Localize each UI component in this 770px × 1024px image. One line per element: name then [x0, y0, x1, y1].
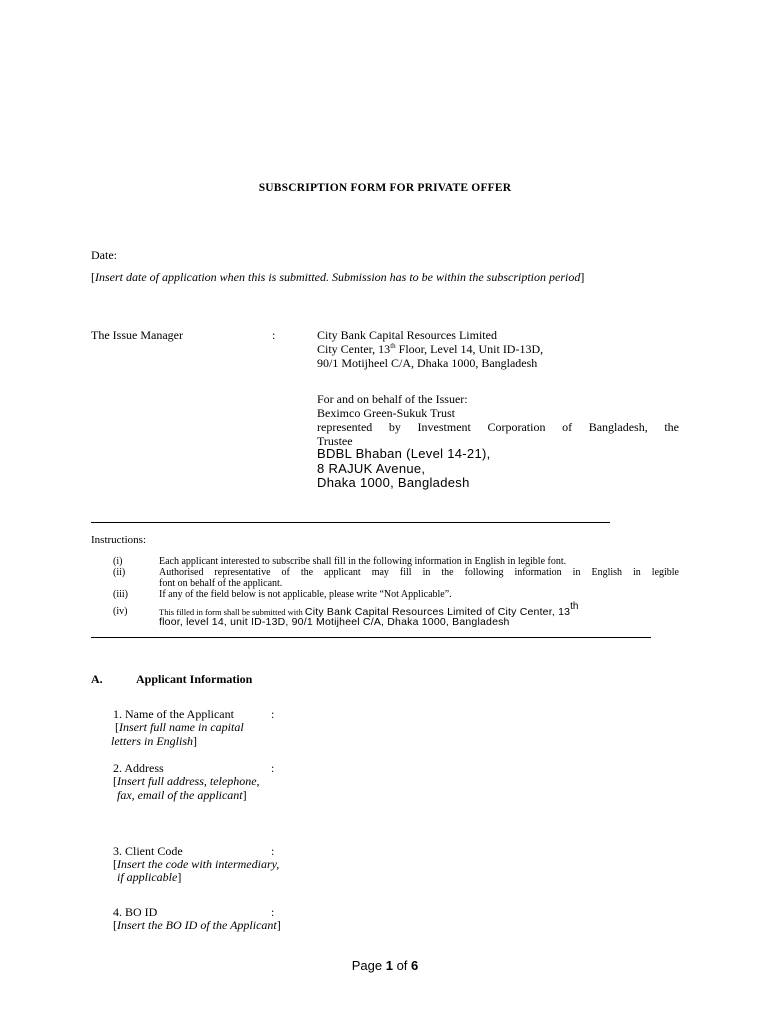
- instruction-text-large: City Bank Capital Resources Limited of City Center, 13: [304, 606, 571, 618]
- issue-manager-address-line-2: 90/1 Motijheel C/A, Dhaka 1000, Bangladesh: [317, 356, 538, 370]
- field-label-address: 2. Address: [113, 761, 164, 775]
- field-hint-text: letters in English: [111, 734, 193, 748]
- address-part: City Center, 13: [317, 342, 391, 356]
- field-label-bo-id: 4. BO ID: [113, 905, 158, 919]
- address-part: Floor, Level 14, Unit ID-13D,: [395, 342, 544, 356]
- page-title: SUBSCRIPTION FORM FOR PRIVATE OFFER: [258, 182, 512, 194]
- divider-line: [91, 637, 651, 638]
- issuer-line-2: Beximco Green-Sukuk Trust: [317, 406, 455, 420]
- field-hint-text: Insert full address, telephone,: [117, 774, 260, 788]
- field-hint: [Insert the BO ID of the Applicant]: [113, 918, 281, 932]
- field-hint-continued: if applicable]: [117, 870, 182, 884]
- bracket-open: [: [91, 270, 95, 284]
- issue-manager-label: The Issue Manager: [91, 328, 183, 342]
- issue-manager-address-line-1: [317, 342, 543, 357]
- field-hint-continued: fax, email of the applicant]: [117, 788, 247, 802]
- trustee-address-line-3: Dhaka 1000, Bangladesh: [317, 475, 470, 490]
- bracket-close: ]: [580, 270, 585, 284]
- field-label-client-code: 3. Client Code: [113, 844, 183, 858]
- field-label-name: 1. Name of the Applicant: [113, 707, 234, 721]
- issuer-line-3: represented by Investment Corporation of Bangladesh, the: [317, 420, 679, 434]
- field-hint-text: Insert the BO ID of the Applicant: [117, 918, 277, 932]
- field-hint-text: Insert full name in capital: [119, 720, 244, 734]
- instruction-text-continued: floor, level 14, unit ID-13D, 90/1 Motijheel C/A, Dhaka 1000, Bangladesh: [159, 616, 510, 628]
- issuer-line-1: For and on behalf of the Issuer:: [317, 392, 468, 406]
- page-number: [0, 958, 770, 973]
- trustee-address-line-2: 8 RAJUK Avenue,: [317, 461, 426, 476]
- instruction-number: (iii): [113, 589, 128, 600]
- field-hint: [Insert the code with intermediary,: [113, 857, 280, 871]
- field-hint: [Insert full address, telephone,: [113, 774, 260, 788]
- instruction-text: If any of the field below is not applicable, please write “Not Applicable”.: [159, 589, 452, 600]
- field-hint: [Insert full name in capital: [115, 720, 244, 734]
- instruction-text: Each applicant interested to subscribe shall fill in the following information in English in legible font.: [159, 556, 567, 567]
- page-word: Page: [351, 958, 383, 973]
- instruction-number: (i): [113, 556, 123, 567]
- field-colon: :: [271, 844, 275, 858]
- instruction-text-continued: font on behalf of the applicant.: [159, 578, 283, 589]
- instruction-text-small: This filled in form shall be submitted with: [159, 607, 305, 617]
- field-colon: :: [271, 761, 275, 775]
- page-current: 1: [385, 958, 393, 973]
- field-hint-text: Insert the code with intermediary,: [117, 857, 280, 871]
- trustee-address-line-1: BDBL Bhaban (Level 14-21),: [317, 446, 491, 461]
- instruction-number: (iv): [113, 606, 128, 617]
- section-letter: A.: [91, 672, 103, 686]
- page-total: 6: [411, 958, 419, 973]
- field-hint-text: fax, email of the applicant: [117, 788, 243, 802]
- issue-manager-colon: :: [272, 328, 276, 342]
- ordinal-suffix: th: [570, 601, 579, 612]
- field-colon: :: [271, 707, 275, 721]
- field-hint-text: if applicable: [117, 870, 178, 884]
- issue-manager-name: City Bank Capital Resources Limited: [317, 328, 497, 342]
- instructions-heading: Instructions:: [91, 534, 146, 546]
- instruction-number: (ii): [113, 567, 126, 578]
- field-colon: :: [271, 905, 275, 919]
- date-instruction: [91, 270, 584, 285]
- section-heading: Applicant Information: [136, 672, 253, 686]
- divider-line: [91, 522, 610, 523]
- instruction-text: Authorised representative of the applicant may fill in the following information in English in legible: [159, 567, 679, 578]
- issuer-line-4: Trustee: [317, 434, 353, 448]
- of-word: of: [396, 958, 408, 973]
- field-hint-continued: letters in English]: [111, 734, 197, 748]
- date-instruction-text: Insert date of application when this is submitted. Submission has to be within the subscription period: [95, 270, 581, 284]
- ordinal-suffix: th: [390, 342, 396, 350]
- date-label: Date:: [91, 248, 117, 262]
